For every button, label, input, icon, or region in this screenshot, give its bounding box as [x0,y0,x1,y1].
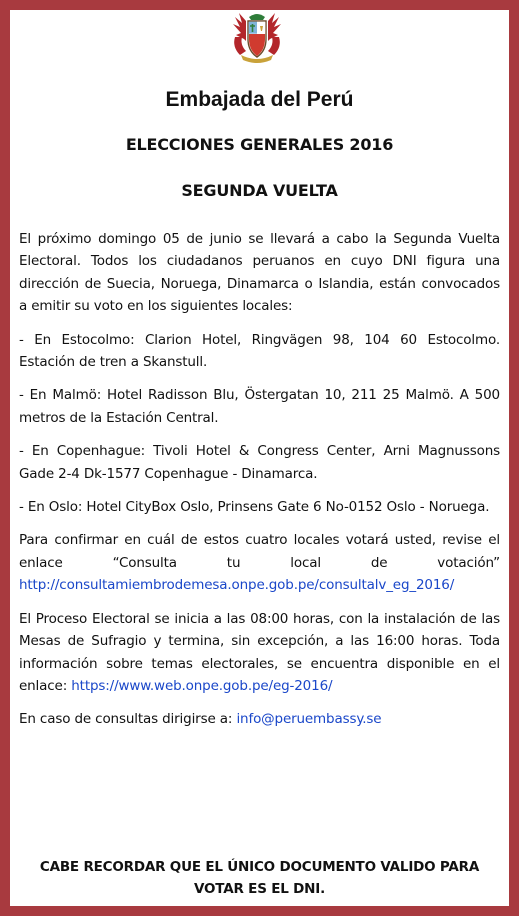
list-item-malmo: - En Malmö: Hotel Radisson Blu, Östergatan 10, 211 25 Malmö. A 500 metros de la Estación Central. [19,387,500,426]
contact-paragraph [19,708,500,730]
dni-reminder-line-2: VOTAR ES EL DNI. [193,881,325,898]
list-item-stockholm: - En Estocolmo: Clarion Hotel, Ringvägen 98, 104 60 Estocolmo. Estación de tren a Skanstull. [19,331,500,371]
process-text: El Proceso Electoral se inicia a las 08:00 horas, con la instalación de las Mesas de Sufragio y termina, sin excepción, a las 16:00 horas. Toda información sobre temas electorales, se encuentra disponible en el enlace: [19,610,500,694]
contact-email-link[interactable]: info@peruembassy.se [236,711,382,728]
round-heading: SEGUNDA VUELTA [181,181,338,200]
intro-paragraph: El próximo domingo 05 de junio se llevará a cabo la Segunda Vuelta Electoral. Todos los ciudadanos peruanos en cuyo DNI figura una dirección de Suecia, Noruega, Dinamarca o Islandia, están convocados a emitir su voto en los siguientes locales: [19,231,500,315]
dni-reminder-line-1: CABE RECORDAR QUE EL ÚNICO DOCUMENTO VALIDO PARA [39,859,480,875]
list-item-copenhagen: - En Copenhague: Tivoli Hotel & Congress Center, Arni Magnussons Gade 2-4 Dk-1577 Copenhague - Dinamarca. [19,443,500,482]
peru-coat-of-arms-icon [232,11,282,67]
confirm-paragraph [19,529,500,596]
contact-text: En caso de consultas dirigirse a: [19,711,233,728]
elections-heading: ELECCIONES GENERALES 2016 [125,135,394,154]
onpe-link[interactable]: https://www.web.onpe.gob.pe/eg-2016/ [71,677,333,694]
process-paragraph [19,608,500,698]
confirm-text: Para confirmar en cuál de estos cuatro locales votará usted, revise el enlace “Consulta tu local de votación” [19,532,500,571]
list-item-oslo: - En Oslo: Hotel CityBox Oslo, Prinsens Gate 6 No-0152 Oslo - Noruega. [19,499,490,516]
page-title: Embajada del Perú [165,88,354,111]
polling-place-link[interactable]: http://consultamiembrodemesa.onpe.gob.pe/consultalv_eg_2016/ [19,577,455,594]
dni-reminder [19,856,500,901]
announcement-body [19,228,500,742]
